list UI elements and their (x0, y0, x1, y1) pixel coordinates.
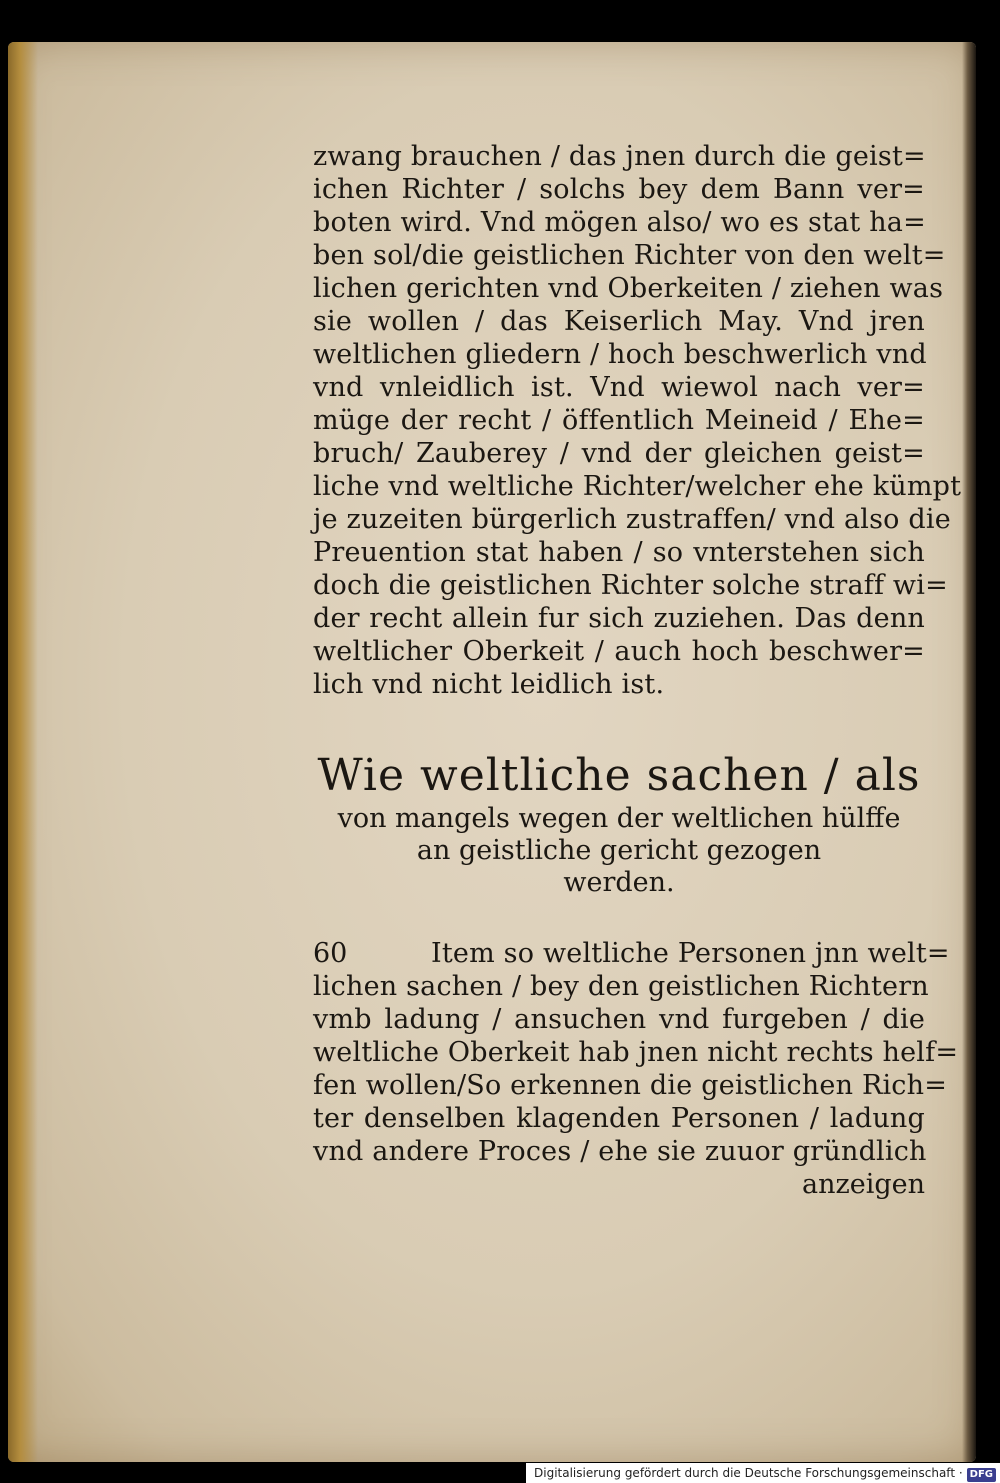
text-line: weltlichen gliedern / hoch beschwerlich vnd (313, 339, 927, 370)
text-line: fen wollen/So erkennen die geistlichen Rich= (313, 1070, 948, 1101)
text-line: lich vnd nicht leidlich ist. (313, 669, 665, 700)
text-line: der recht allein fur sich zuziehen. Das denn (313, 603, 925, 634)
heading-sub-line: von mangels wegen der weltlichen hülffe (337, 803, 901, 834)
text-line: sie wollen / das Keiserlich May. Vnd jren (313, 306, 925, 337)
text-line: boten wird. Vnd mögen also/ wo es stat ha= (313, 207, 926, 238)
section-paragraph (313, 937, 959, 1201)
catchword: anzeigen (802, 1169, 925, 1200)
text-line: weltliche Oberkeit hab jnen nicht rechts helf= (313, 1037, 959, 1068)
digitization-credit (526, 1463, 1000, 1483)
text-line: vnd andere Proces / ehe sie zuuor gründlich (313, 1136, 927, 1167)
text-line: ter denselben klagenden Personen / ladung (313, 1103, 925, 1134)
dfg-logo: DFG (967, 1468, 996, 1482)
heading-sub-line: an geistliche gericht gezogen (416, 835, 822, 866)
text-line: vnd vnleidlich ist. Vnd wiewol nach ver= (313, 372, 925, 403)
text-line: ichen Richter / solchs bey dem Bann ver= (313, 174, 925, 205)
heading-sub-line: werden. (563, 867, 675, 898)
page-edge (962, 42, 976, 1462)
text-line: liche vnd weltliche Richter/welcher ehe kümpt (313, 471, 962, 502)
text-line: Item so weltliche Personen jnn welt= (431, 938, 950, 969)
text-line: je zuzeiten bürgerlich zustraffen/ vnd also die (313, 504, 951, 535)
text-line: ben sol/die geistlichen Richter von den welt= (313, 240, 946, 271)
heading-main-line: Wie weltliche sachen / als (317, 750, 921, 801)
marginal-number: 60 (313, 938, 348, 969)
text-line: vmb ladung / ansuchen vnd furgeben / die (313, 1004, 925, 1035)
text-line: lichen sachen / bey den geistlichen Richtern (313, 971, 929, 1002)
text-block (313, 140, 962, 1201)
credit-text: Digitalisierung gefördert durch die Deutsche Forschungsgemeinschaft · (534, 1466, 963, 1480)
text-line: doch die geistlichen Richter solche straff wi= (313, 570, 948, 601)
body-paragraph (313, 140, 962, 701)
section-heading (313, 749, 925, 899)
text-line: bruch/ Zauberey / vnd der gleichen geist= (313, 438, 925, 469)
book-page (8, 42, 976, 1462)
text-line: zwang brauchen / das jnen durch die geist= (313, 141, 926, 172)
text-line: weltlicher Oberkeit / auch hoch beschwer= (313, 636, 925, 667)
text-line: müge der recht / öffentlich Meineid / Ehe= (313, 405, 925, 436)
text-line: lichen gerichten vnd Oberkeiten / ziehen was (313, 273, 944, 304)
text-line: Preuention stat haben / so vnterstehen sich (313, 537, 925, 568)
first-line-wrapper (313, 937, 950, 970)
page-gutter (8, 42, 38, 1462)
